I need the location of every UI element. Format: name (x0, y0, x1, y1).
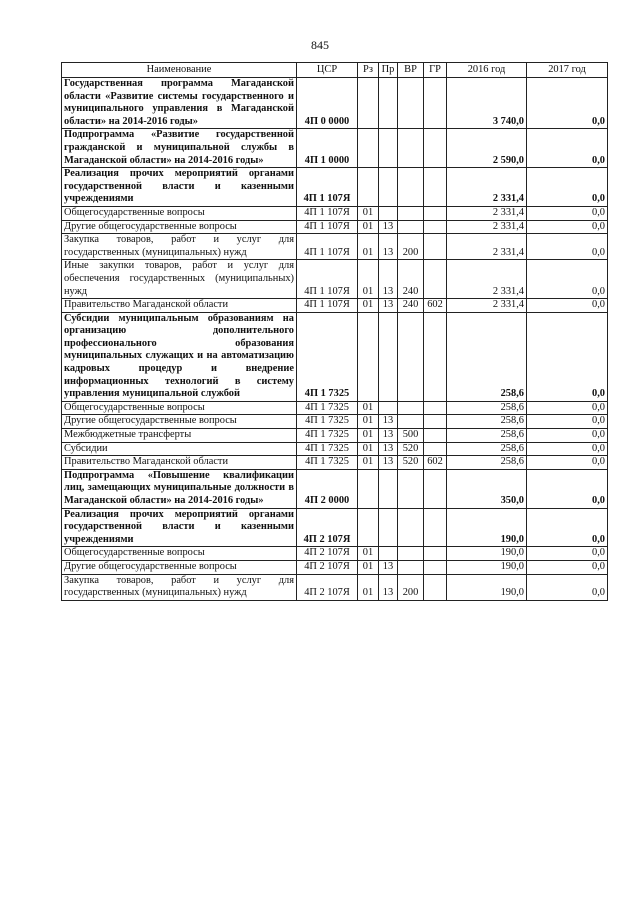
cell-pr: 13 (379, 234, 398, 260)
header-name: Наименование (62, 63, 297, 78)
cell-gr (424, 312, 447, 401)
cell-csr: 4П 0 0000 (297, 78, 358, 129)
cell-csr: 4П 2 0000 (297, 469, 358, 508)
table-row (62, 547, 608, 561)
table-row (62, 469, 608, 508)
cell-rz: 01 (358, 234, 379, 260)
table-body (62, 78, 608, 601)
table-row (62, 234, 608, 260)
cell-rz: 01 (358, 547, 379, 561)
cell-pr (379, 401, 398, 415)
cell-rz: 01 (358, 206, 379, 220)
header-gr: ГР (424, 63, 447, 78)
cell-name: Подпрограмма «Повышение квалификации лиц, замещающих муниципальные должности в Магаданской области» на 2014-2016 годы» (62, 469, 297, 508)
cell-name: Общегосударственные вопросы (62, 547, 297, 561)
table-row (62, 560, 608, 574)
cell-pr: 13 (379, 574, 398, 600)
page-number: 845 (311, 38, 329, 52)
table-row (62, 220, 608, 234)
table-row (62, 415, 608, 429)
cell-csr: 4П 2 107Я (297, 574, 358, 600)
cell-rz (358, 508, 379, 547)
header-vr: ВР (398, 63, 424, 78)
cell-name: Субсидии муниципальным образованиям на организацию дополнительного профессионального образования муниципальных служащих и на автоматизацию кадровых процедур и внедрение информационных технологий в систему управления муниципальной службой (62, 312, 297, 401)
table-row (62, 429, 608, 443)
cell-name: Реализация прочих мероприятий органами государственной власти и казенными учреждениями (62, 168, 297, 207)
cell-csr: 4П 1 107Я (297, 206, 358, 220)
cell-csr: 4П 1 7325 (297, 401, 358, 415)
cell-pr (379, 78, 398, 129)
cell-2016: 2 331,4 (447, 234, 527, 260)
cell-gr (424, 508, 447, 547)
table-row (62, 299, 608, 313)
cell-2016: 258,6 (447, 429, 527, 443)
cell-gr (424, 401, 447, 415)
cell-gr (424, 469, 447, 508)
cell-2016: 2 331,4 (447, 206, 527, 220)
cell-2017: 0,0 (527, 401, 608, 415)
cell-gr: 602 (424, 299, 447, 313)
cell-gr (424, 415, 447, 429)
cell-2017: 0,0 (527, 508, 608, 547)
cell-rz: 01 (358, 560, 379, 574)
cell-name: Правительство Магаданской области (62, 299, 297, 313)
cell-2016: 3 740,0 (447, 78, 527, 129)
cell-csr: 4П 1 107Я (297, 220, 358, 234)
table-row (62, 78, 608, 129)
cell-vr (398, 206, 424, 220)
cell-2017: 0,0 (527, 129, 608, 168)
cell-vr (398, 469, 424, 508)
cell-2017: 0,0 (527, 260, 608, 299)
cell-gr (424, 168, 447, 207)
cell-csr: 4П 1 7325 (297, 456, 358, 470)
table-row (62, 401, 608, 415)
cell-name: Межбюджетные трансферты (62, 429, 297, 443)
cell-rz: 01 (358, 415, 379, 429)
cell-vr (398, 129, 424, 168)
cell-csr: 4П 1 7325 (297, 312, 358, 401)
cell-pr: 13 (379, 429, 398, 443)
cell-pr (379, 129, 398, 168)
cell-vr: 240 (398, 299, 424, 313)
budget-table (61, 62, 608, 601)
cell-vr (398, 168, 424, 207)
cell-gr (424, 220, 447, 234)
cell-2016: 258,6 (447, 401, 527, 415)
cell-csr: 4П 1 107Я (297, 168, 358, 207)
table-row (62, 260, 608, 299)
cell-vr (398, 560, 424, 574)
header-2016: 2016 год (447, 63, 527, 78)
cell-2016: 258,6 (447, 442, 527, 456)
cell-csr: 4П 2 107Я (297, 508, 358, 547)
cell-name: Государственная программа Магаданской области «Развитие системы государственного и муниципального управления в Магаданской области» на 2014-2016 годы» (62, 78, 297, 129)
cell-vr (398, 312, 424, 401)
cell-gr: 602 (424, 456, 447, 470)
table-row (62, 574, 608, 600)
cell-vr (398, 415, 424, 429)
cell-2017: 0,0 (527, 456, 608, 470)
table-row (62, 508, 608, 547)
cell-rz (358, 78, 379, 129)
cell-vr (398, 547, 424, 561)
cell-name: Подпрограмма «Развитие государственной гражданской и муниципальной службы в Магаданской области» на 2014-2016 годы» (62, 129, 297, 168)
cell-2017: 0,0 (527, 415, 608, 429)
cell-name: Реализация прочих мероприятий органами государственной власти и казенными учреждениями (62, 508, 297, 547)
cell-2017: 0,0 (527, 429, 608, 443)
cell-rz: 01 (358, 442, 379, 456)
cell-2016: 258,6 (447, 456, 527, 470)
cell-2017: 0,0 (527, 469, 608, 508)
cell-name: Общегосударственные вопросы (62, 401, 297, 415)
cell-name: Правительство Магаданской области (62, 456, 297, 470)
cell-gr (424, 78, 447, 129)
table-row (62, 312, 608, 401)
cell-gr (424, 129, 447, 168)
cell-2017: 0,0 (527, 78, 608, 129)
cell-2017: 0,0 (527, 234, 608, 260)
table-row (62, 456, 608, 470)
cell-vr: 520 (398, 456, 424, 470)
cell-name: Другие общегосударственные вопросы (62, 415, 297, 429)
cell-2016: 2 331,4 (447, 220, 527, 234)
cell-csr: 4П 1 107Я (297, 260, 358, 299)
cell-rz: 01 (358, 220, 379, 234)
cell-2017: 0,0 (527, 312, 608, 401)
cell-2016: 2 331,4 (447, 168, 527, 207)
cell-2017: 0,0 (527, 168, 608, 207)
cell-pr (379, 168, 398, 207)
header-rz: Рз (358, 63, 379, 78)
cell-name: Общегосударственные вопросы (62, 206, 297, 220)
cell-2017: 0,0 (527, 299, 608, 313)
cell-name: Другие общегосударственные вопросы (62, 560, 297, 574)
cell-name: Другие общегосударственные вопросы (62, 220, 297, 234)
cell-rz: 01 (358, 429, 379, 443)
cell-pr: 13 (379, 456, 398, 470)
cell-2017: 0,0 (527, 206, 608, 220)
header-2017: 2017 год (527, 63, 608, 78)
table-row (62, 168, 608, 207)
cell-rz: 01 (358, 401, 379, 415)
cell-2017: 0,0 (527, 442, 608, 456)
cell-vr: 200 (398, 234, 424, 260)
cell-vr (398, 401, 424, 415)
cell-csr: 4П 1 107Я (297, 299, 358, 313)
cell-vr (398, 220, 424, 234)
cell-pr (379, 312, 398, 401)
cell-rz (358, 168, 379, 207)
cell-gr (424, 574, 447, 600)
cell-2016: 190,0 (447, 574, 527, 600)
cell-csr: 4П 1 107Я (297, 234, 358, 260)
cell-csr: 4П 2 107Я (297, 560, 358, 574)
cell-rz: 01 (358, 299, 379, 313)
cell-pr: 13 (379, 220, 398, 234)
table-row (62, 206, 608, 220)
cell-2016: 190,0 (447, 508, 527, 547)
header-csr: ЦСР (297, 63, 358, 78)
cell-2016: 2 331,4 (447, 299, 527, 313)
cell-pr (379, 508, 398, 547)
cell-gr (424, 260, 447, 299)
cell-pr (379, 469, 398, 508)
cell-2017: 0,0 (527, 574, 608, 600)
cell-name: Субсидии (62, 442, 297, 456)
cell-gr (424, 442, 447, 456)
cell-rz: 01 (358, 456, 379, 470)
cell-csr: 4П 1 7325 (297, 415, 358, 429)
cell-rz (358, 312, 379, 401)
cell-rz (358, 129, 379, 168)
cell-gr (424, 206, 447, 220)
cell-gr (424, 429, 447, 443)
cell-rz: 01 (358, 574, 379, 600)
cell-vr: 240 (398, 260, 424, 299)
cell-pr: 13 (379, 415, 398, 429)
cell-gr (424, 560, 447, 574)
cell-2016: 350,0 (447, 469, 527, 508)
cell-csr: 4П 2 107Я (297, 547, 358, 561)
cell-vr: 520 (398, 442, 424, 456)
cell-2016: 190,0 (447, 547, 527, 561)
cell-gr (424, 234, 447, 260)
cell-pr: 13 (379, 442, 398, 456)
cell-2017: 0,0 (527, 220, 608, 234)
cell-vr (398, 508, 424, 547)
cell-2016: 258,6 (447, 415, 527, 429)
cell-csr: 4П 1 7325 (297, 442, 358, 456)
cell-name: Закупка товаров, работ и услуг для государственных (муниципальных) нужд (62, 234, 297, 260)
cell-pr (379, 206, 398, 220)
cell-vr: 500 (398, 429, 424, 443)
cell-csr: 4П 1 7325 (297, 429, 358, 443)
cell-name: Иные закупки товаров, работ и услуг для обеспечения государственных (муниципальных) нужд (62, 260, 297, 299)
cell-name: Закупка товаров, работ и услуг для государственных (муниципальных) нужд (62, 574, 297, 600)
cell-2016: 258,6 (447, 312, 527, 401)
table-header-row (62, 63, 608, 78)
cell-pr: 13 (379, 560, 398, 574)
cell-2017: 0,0 (527, 547, 608, 561)
header-pr: Пр (379, 63, 398, 78)
cell-pr (379, 547, 398, 561)
cell-2016: 190,0 (447, 560, 527, 574)
cell-vr: 200 (398, 574, 424, 600)
cell-gr (424, 547, 447, 561)
cell-2017: 0,0 (527, 560, 608, 574)
cell-csr: 4П 1 0000 (297, 129, 358, 168)
cell-rz (358, 469, 379, 508)
cell-rz: 01 (358, 260, 379, 299)
cell-pr: 13 (379, 260, 398, 299)
table-row (62, 442, 608, 456)
cell-pr: 13 (379, 299, 398, 313)
cell-2016: 2 331,4 (447, 260, 527, 299)
cell-vr (398, 78, 424, 129)
table-row (62, 129, 608, 168)
cell-2016: 2 590,0 (447, 129, 527, 168)
